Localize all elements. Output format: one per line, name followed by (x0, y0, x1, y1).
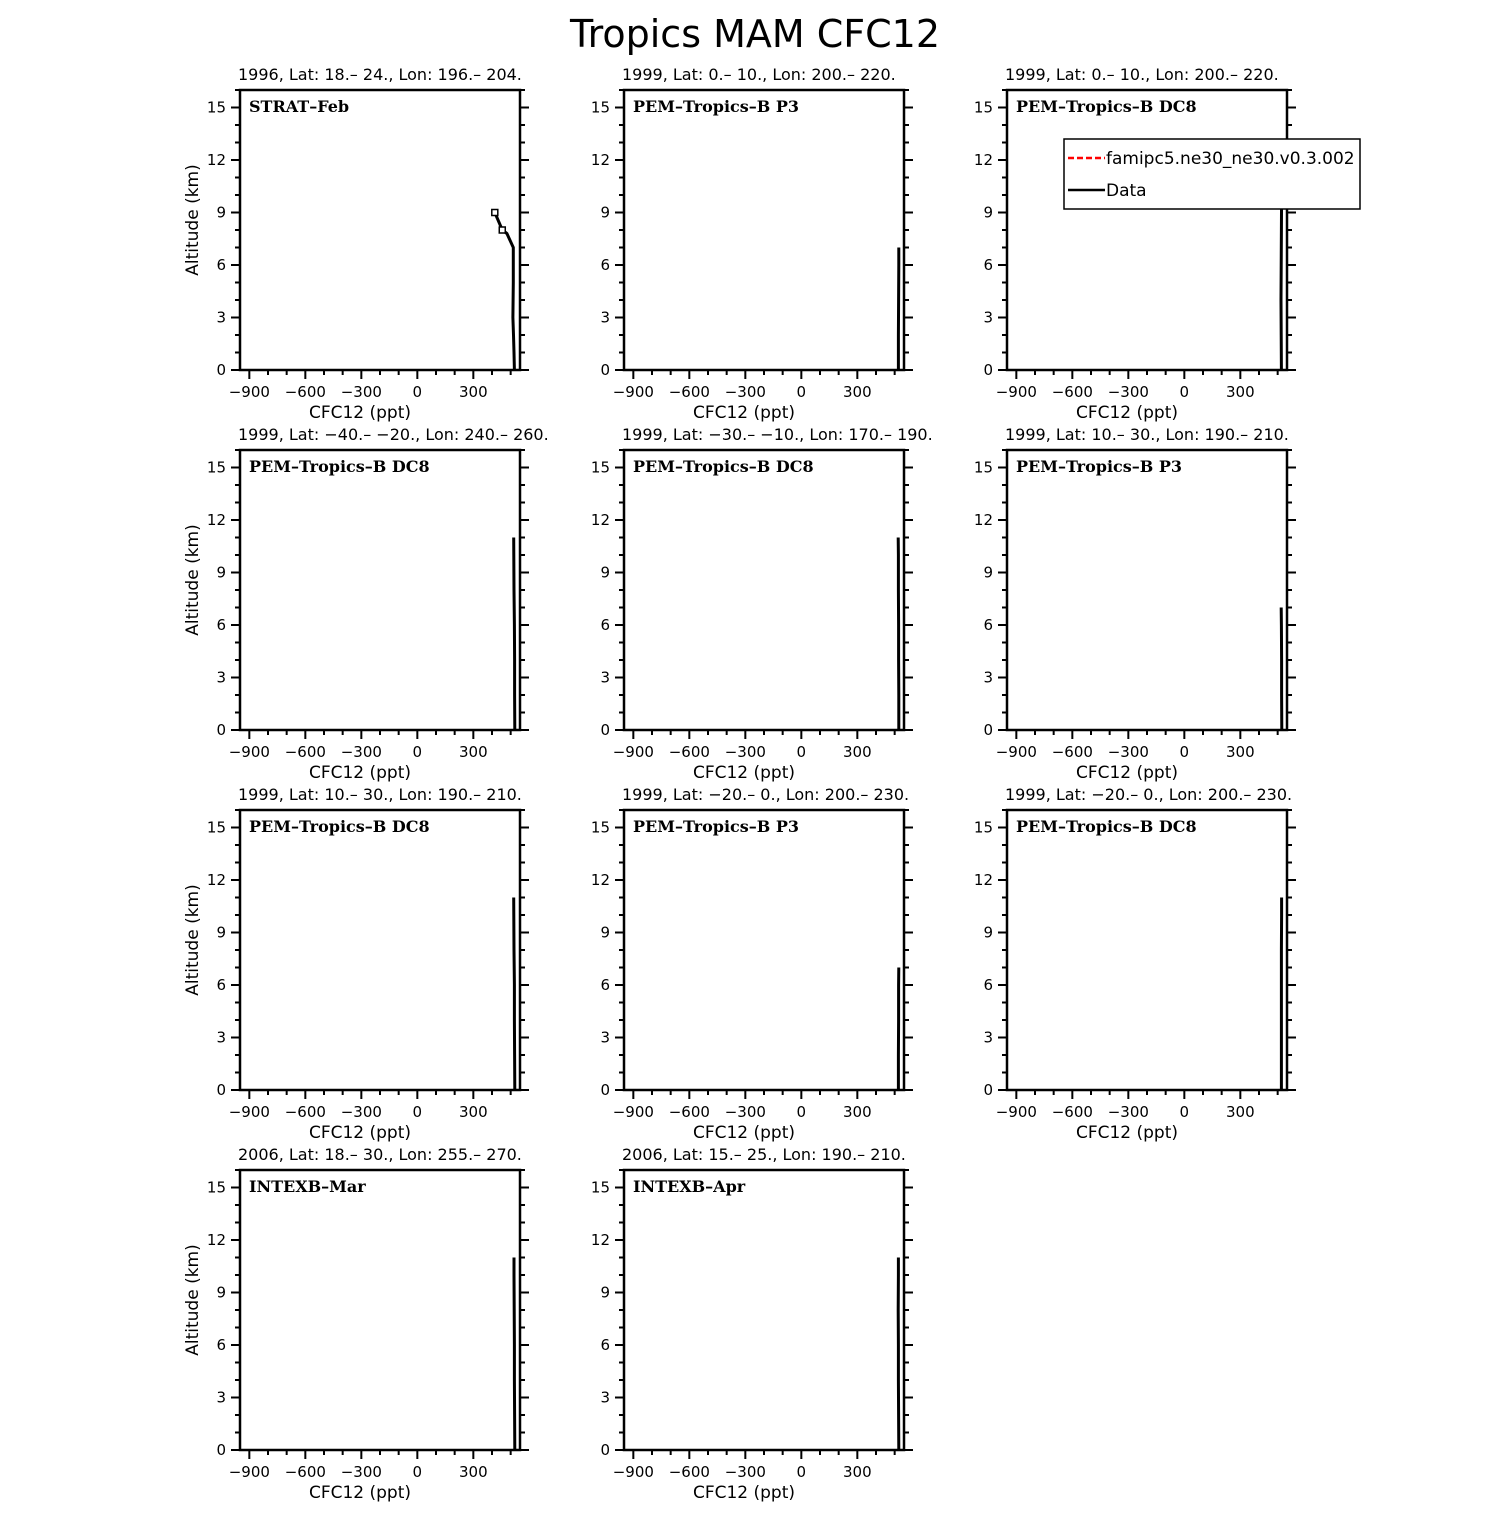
panel-7 (183, 785, 529, 1143)
y-tick-label: 6 (216, 976, 226, 994)
y-tick-label: 15 (974, 99, 993, 117)
x-tick-label: −900 (229, 1103, 270, 1121)
y-tick-label: 15 (974, 459, 993, 477)
y-tick-label: 15 (207, 459, 226, 477)
x-tick-label: −600 (285, 1103, 326, 1121)
panel-title: 1996, Lat: 18.– 24., Lon: 196.– 204. (238, 65, 522, 84)
y-tick-label: 12 (591, 151, 610, 169)
x-tick-label: 300 (1226, 743, 1255, 761)
y-tick-label: 9 (216, 1284, 226, 1302)
panel-2 (591, 65, 913, 423)
x-axis-label: CFC12 (ppt) (309, 403, 411, 423)
y-tick-label: 6 (216, 1336, 226, 1354)
legend (1064, 139, 1360, 209)
y-tick-label: 15 (591, 1179, 610, 1197)
x-tick-label: −900 (229, 743, 270, 761)
x-tick-label: −300 (341, 1103, 382, 1121)
y-tick-label: 12 (207, 151, 226, 169)
panel-label: PEM–Tropics–B DC8 (1016, 97, 1197, 116)
data-series-line (1281, 608, 1282, 731)
y-tick-label: 3 (600, 1029, 610, 1047)
panel-4 (183, 425, 549, 783)
x-tick-label: −600 (285, 1463, 326, 1481)
y-tick-label: 12 (591, 1231, 610, 1249)
x-tick-label: −300 (725, 1103, 766, 1121)
y-tick-label: 6 (983, 976, 993, 994)
x-tick-label: −300 (341, 383, 382, 401)
panel-label: PEM–Tropics–B DC8 (249, 817, 430, 836)
x-tick-label: 300 (843, 1463, 872, 1481)
y-tick-label: 0 (600, 361, 610, 379)
y-tick-label: 15 (207, 1179, 226, 1197)
y-tick-label: 15 (591, 819, 610, 837)
y-tick-label: 12 (207, 871, 226, 889)
y-tick-label: 0 (600, 1081, 610, 1099)
panel-5 (591, 425, 933, 783)
data-series-line (514, 1258, 515, 1451)
y-tick-label: 6 (216, 616, 226, 634)
x-tick-label: −900 (996, 383, 1037, 401)
plot-frame (624, 1170, 904, 1450)
y-tick-label: 3 (216, 309, 226, 327)
x-tick-label: −600 (669, 383, 710, 401)
data-series-line (514, 538, 515, 731)
data-series-line (514, 898, 515, 1091)
panels (183, 65, 1296, 1503)
data-series-line (495, 213, 515, 371)
x-tick-label: 300 (843, 383, 872, 401)
panel-label: STRAT–Feb (249, 97, 349, 116)
y-tick-label: 6 (600, 256, 610, 274)
x-tick-label: 300 (843, 743, 872, 761)
x-tick-label: 0 (1180, 383, 1190, 401)
x-tick-label: 0 (1180, 743, 1190, 761)
x-tick-label: 0 (797, 743, 807, 761)
x-axis-label: CFC12 (ppt) (693, 763, 795, 783)
plot-frame (1007, 810, 1287, 1090)
x-axis-label: CFC12 (ppt) (693, 1123, 795, 1143)
x-tick-label: −900 (229, 1463, 270, 1481)
panel-title: 2006, Lat: 15.– 25., Lon: 190.– 210. (622, 1145, 906, 1164)
y-tick-label: 0 (216, 721, 226, 739)
x-tick-label: −300 (1108, 743, 1149, 761)
y-tick-label: 3 (216, 1389, 226, 1407)
data-series-line (898, 538, 899, 731)
legend-label: Data (1106, 181, 1147, 201)
panel-title: 1999, Lat: −20.– 0., Lon: 200.– 230. (1005, 785, 1292, 804)
x-tick-label: 300 (459, 383, 488, 401)
panel-title: 1999, Lat: −40.– −20., Lon: 240.– 260. (238, 425, 549, 444)
y-tick-label: 12 (591, 511, 610, 529)
y-tick-label: 3 (600, 669, 610, 687)
x-tick-label: −300 (1108, 383, 1149, 401)
x-tick-label: −600 (669, 743, 710, 761)
y-tick-label: 3 (216, 1029, 226, 1047)
x-tick-label: −300 (725, 743, 766, 761)
x-tick-label: −900 (613, 1463, 654, 1481)
y-tick-label: 3 (600, 1389, 610, 1407)
panel-6 (974, 425, 1296, 783)
x-tick-label: −300 (1108, 1103, 1149, 1121)
x-tick-label: 0 (1180, 1103, 1190, 1121)
x-axis-label: CFC12 (ppt) (309, 763, 411, 783)
legend-label: famipc5.ne30_ne30.v0.3.002 (1106, 149, 1355, 169)
y-tick-label: 12 (207, 511, 226, 529)
panel-label: PEM–Tropics–B P3 (633, 97, 799, 116)
y-tick-label: 3 (983, 669, 993, 687)
panel-3 (974, 65, 1296, 423)
x-tick-label: 300 (1226, 383, 1255, 401)
panel-8 (591, 785, 913, 1143)
figure-title: Tropics MAM CFC12 (569, 12, 940, 56)
y-axis-label: Altitude (km) (183, 164, 203, 276)
panel-label: PEM–Tropics–B DC8 (249, 457, 430, 476)
x-tick-label: 300 (459, 743, 488, 761)
data-series-line (898, 1258, 899, 1451)
y-tick-label: 9 (600, 1284, 610, 1302)
panel-label: PEM–Tropics–B DC8 (1016, 817, 1197, 836)
y-tick-label: 0 (216, 1081, 226, 1099)
x-tick-label: 0 (413, 1103, 423, 1121)
plot-frame (240, 810, 520, 1090)
y-axis-label: Altitude (km) (183, 524, 203, 636)
y-tick-label: 6 (600, 616, 610, 634)
x-tick-label: −600 (1052, 383, 1093, 401)
x-axis-label: CFC12 (ppt) (693, 403, 795, 423)
panel-1 (183, 65, 529, 423)
y-axis-label: Altitude (km) (183, 884, 203, 996)
x-tick-label: 300 (1226, 1103, 1255, 1121)
plot-frame (240, 90, 520, 370)
y-tick-label: 12 (207, 1231, 226, 1249)
panel-title: 1999, Lat: 0.– 10., Lon: 200.– 220. (1005, 65, 1279, 84)
y-tick-label: 0 (216, 1441, 226, 1459)
plot-frame (624, 810, 904, 1090)
y-tick-label: 3 (983, 1029, 993, 1047)
x-tick-label: 300 (459, 1103, 488, 1121)
y-tick-label: 15 (974, 819, 993, 837)
panel-title: 1999, Lat: 10.– 30., Lon: 190.– 210. (1005, 425, 1289, 444)
panel-label: INTEXB–Apr (633, 1177, 746, 1196)
plot-frame (624, 90, 904, 370)
y-tick-label: 6 (216, 256, 226, 274)
y-tick-label: 12 (974, 871, 993, 889)
y-tick-label: 15 (591, 99, 610, 117)
y-tick-label: 0 (983, 1081, 993, 1099)
x-tick-label: −300 (725, 1463, 766, 1481)
x-tick-label: −900 (613, 1103, 654, 1121)
plot-frame (240, 1170, 520, 1450)
x-tick-label: 0 (797, 1463, 807, 1481)
x-tick-label: −600 (1052, 743, 1093, 761)
panel-10 (183, 1145, 529, 1503)
plot-frame (1007, 450, 1287, 730)
x-tick-label: 300 (459, 1463, 488, 1481)
y-tick-label: 9 (216, 564, 226, 582)
y-tick-label: 9 (983, 924, 993, 942)
x-tick-label: −300 (341, 743, 382, 761)
panel-title: 1999, Lat: −20.– 0., Lon: 200.– 230. (622, 785, 909, 804)
x-tick-label: −300 (341, 1463, 382, 1481)
y-tick-label: 15 (207, 819, 226, 837)
x-axis-label: CFC12 (ppt) (309, 1483, 411, 1503)
y-tick-label: 6 (600, 976, 610, 994)
x-tick-label: 300 (843, 1103, 872, 1121)
panel-title: 1999, Lat: 10.– 30., Lon: 190.– 210. (238, 785, 522, 804)
y-tick-label: 3 (983, 309, 993, 327)
y-tick-label: 0 (600, 721, 610, 739)
panel-title: 1999, Lat: 0.– 10., Lon: 200.– 220. (622, 65, 896, 84)
x-tick-label: −300 (725, 383, 766, 401)
x-axis-label: CFC12 (ppt) (1076, 1123, 1178, 1143)
y-tick-label: 12 (974, 151, 993, 169)
x-tick-label: −900 (996, 1103, 1037, 1121)
y-tick-label: 0 (600, 1441, 610, 1459)
x-axis-label: CFC12 (ppt) (1076, 763, 1178, 783)
data-marker (492, 210, 498, 216)
y-tick-label: 6 (983, 256, 993, 274)
y-tick-label: 9 (216, 924, 226, 942)
x-tick-label: −600 (669, 1103, 710, 1121)
x-tick-label: 0 (797, 1103, 807, 1121)
panel-9 (974, 785, 1296, 1143)
x-tick-label: −600 (1052, 1103, 1093, 1121)
y-tick-label: 9 (983, 204, 993, 222)
y-tick-label: 6 (600, 1336, 610, 1354)
y-axis-label: Altitude (km) (183, 1244, 203, 1356)
x-tick-label: 0 (413, 1463, 423, 1481)
y-tick-label: 6 (983, 616, 993, 634)
y-tick-label: 9 (216, 204, 226, 222)
x-tick-label: −600 (285, 743, 326, 761)
panel-label: PEM–Tropics–B P3 (633, 817, 799, 836)
panel-title: 2006, Lat: 18.– 30., Lon: 255.– 270. (238, 1145, 522, 1164)
plot-frame (624, 450, 904, 730)
plot-frame (1007, 90, 1287, 370)
y-tick-label: 12 (591, 871, 610, 889)
panel-11 (591, 1145, 913, 1503)
y-tick-label: 9 (983, 564, 993, 582)
panel-title: 1999, Lat: −30.– −10., Lon: 170.– 190. (622, 425, 933, 444)
x-tick-label: −600 (285, 383, 326, 401)
y-tick-label: 3 (600, 309, 610, 327)
x-axis-label: CFC12 (ppt) (309, 1123, 411, 1143)
y-tick-label: 3 (216, 669, 226, 687)
y-tick-label: 0 (216, 361, 226, 379)
x-tick-label: −900 (229, 383, 270, 401)
panel-label: PEM–Tropics–B DC8 (633, 457, 814, 476)
x-axis-label: CFC12 (ppt) (1076, 403, 1178, 423)
data-marker (499, 227, 505, 233)
x-axis-label: CFC12 (ppt) (693, 1483, 795, 1503)
x-tick-label: −600 (669, 1463, 710, 1481)
x-tick-label: −900 (613, 383, 654, 401)
panel-label: INTEXB–Mar (249, 1177, 366, 1196)
x-tick-label: −900 (996, 743, 1037, 761)
y-tick-label: 9 (600, 924, 610, 942)
x-tick-label: 0 (797, 383, 807, 401)
x-tick-label: 0 (413, 743, 423, 761)
y-tick-label: 15 (207, 99, 226, 117)
x-tick-label: 0 (413, 383, 423, 401)
plot-frame (240, 450, 520, 730)
y-tick-label: 9 (600, 204, 610, 222)
y-tick-label: 0 (983, 361, 993, 379)
y-tick-label: 15 (591, 459, 610, 477)
y-tick-label: 0 (983, 721, 993, 739)
y-tick-label: 9 (600, 564, 610, 582)
x-tick-label: −900 (613, 743, 654, 761)
panel-label: PEM–Tropics–B P3 (1016, 457, 1182, 476)
y-tick-label: 12 (974, 511, 993, 529)
